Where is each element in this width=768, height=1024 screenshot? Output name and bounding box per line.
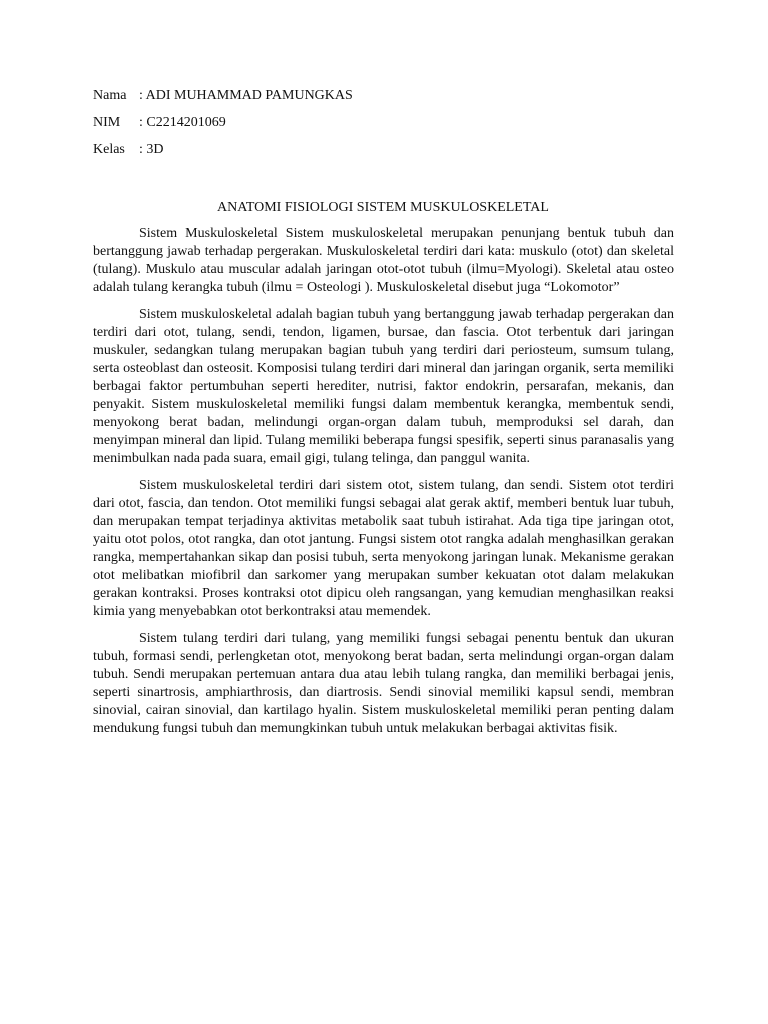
paragraph: Sistem muskuloskeletal adalah bagian tubuh yang bertanggung jawab terhadap pergerakan dan terdiri dari otot, tulang, sendi, tendon, ligamen, bursae, dan fascia. Otot terbentuk dari jaringan muskuler, sedangkan tulang merupakan bagian tubuh yang terdiri dari periosteum, sumsum tulang, serta osteoblast dan osteosit. Komposisi tulang terdiri dari mineral dan jaringan organik, serta memiliki berbagai faktor pertumbuhan seperti herediter, nutrisi, faktor endokrin, persarafan, mekanis, dan penyakit. Sistem muskuloskeletal memiliki fungsi dalam membentuk kerangka, membentuk sendi, menyokong berat badan, melindungi organ-organ dalam tubuh, memproduksi sel darah, dan menyimpan mineral dan lipid. Tulang memiliki beberapa fungsi spesifik, seperti sinus paranasalis yang menimbulkan nada pada suara, email gigi, tulang telinga, dan panggul wanita. [93, 307, 674, 466]
paragraph: Sistem muskuloskeletal terdiri dari sistem otot, sistem tulang, dan sendi. Sistem otot terdiri dari otot, fascia, dan tendon. Otot memiliki fungsi sebagai alat gerak aktif, memberi bentuk luar tubuh, dan merupakan tempat terjadinya aktivitas metabolik saat tubuh istirahat. Ada tiga tipe jaringan otot, yaitu otot polos, otot rangka, dan otot jantung. Fungsi sistem otot rangka adalah menghasilkan gerakan rangka, mempertahankan sikap dan posisi tubuh, serta menyokong jaringan lunak. Mekanisme gerakan otot melibatkan miofibril dan sarkomer yang merupakan sumber kekuatan otot dalam melakukan gerakan kontraksi. Proses kontraksi otot dipicu oleh rangsangan, yang kemudian menghasilkan reaksi kimia yang menyebabkan otot berkontraksi atau memendek. [93, 478, 674, 619]
document-body [93, 225, 674, 747]
paragraph: Sistem tulang terdiri dari tulang, yang memiliki fungsi sebagai penentu bentuk dan ukuran tubuh, formasi sendi, perlengketan otot, menyokong berat badan, serta melindungi organ-organ dalam tubuh. Sendi merupakan pertemuan antara dua atau lebih tulang rangka, dan memiliki berbagai jenis, seperti sinartrosis, amphiarthrosis, dan diartrosis. Sendi sinovial memiliki kapsul sendi, membran sinovial, cairan sinovial, dan kartilago hyalin. Sistem muskuloskeletal memiliki peran penting dalam mendukung fungsi tubuh dan memungkinkan tubuh untuk melakukan berbagai aktivitas fisik. [93, 631, 674, 736]
name-row [93, 86, 673, 113]
class-row [93, 140, 673, 167]
name-value: : ADI MUHAMMAD PAMUNGKAS [139, 88, 353, 103]
nim-row [93, 113, 673, 140]
class-value: : 3D [139, 142, 164, 157]
nim-value: : C2214201069 [139, 115, 226, 130]
paragraph: Sistem Muskuloskeletal Sistem muskuloskeletal merupakan penunjang bentuk tubuh dan bertanggung jawab terhadap pergerakan. Muskuloskeletal terdiri dari kata: muskulo (otot) dan skeletal (tulang). Muskulo atau muscular adalah jaringan otot-otot tubuh (ilmu=Myologi). Skeletal atau osteo adalah tulang kerangka tubuh (ilmu = Osteologi ). Muskuloskeletal disebut juga “Lokomotor” [93, 226, 674, 295]
document-title: ANATOMI FISIOLOGI SISTEM MUSKULOSKELETAL [217, 200, 549, 215]
name-label: Nama [93, 88, 127, 103]
student-info [93, 86, 673, 167]
class-label: Kelas [93, 142, 125, 157]
nim-label: NIM [93, 115, 121, 130]
